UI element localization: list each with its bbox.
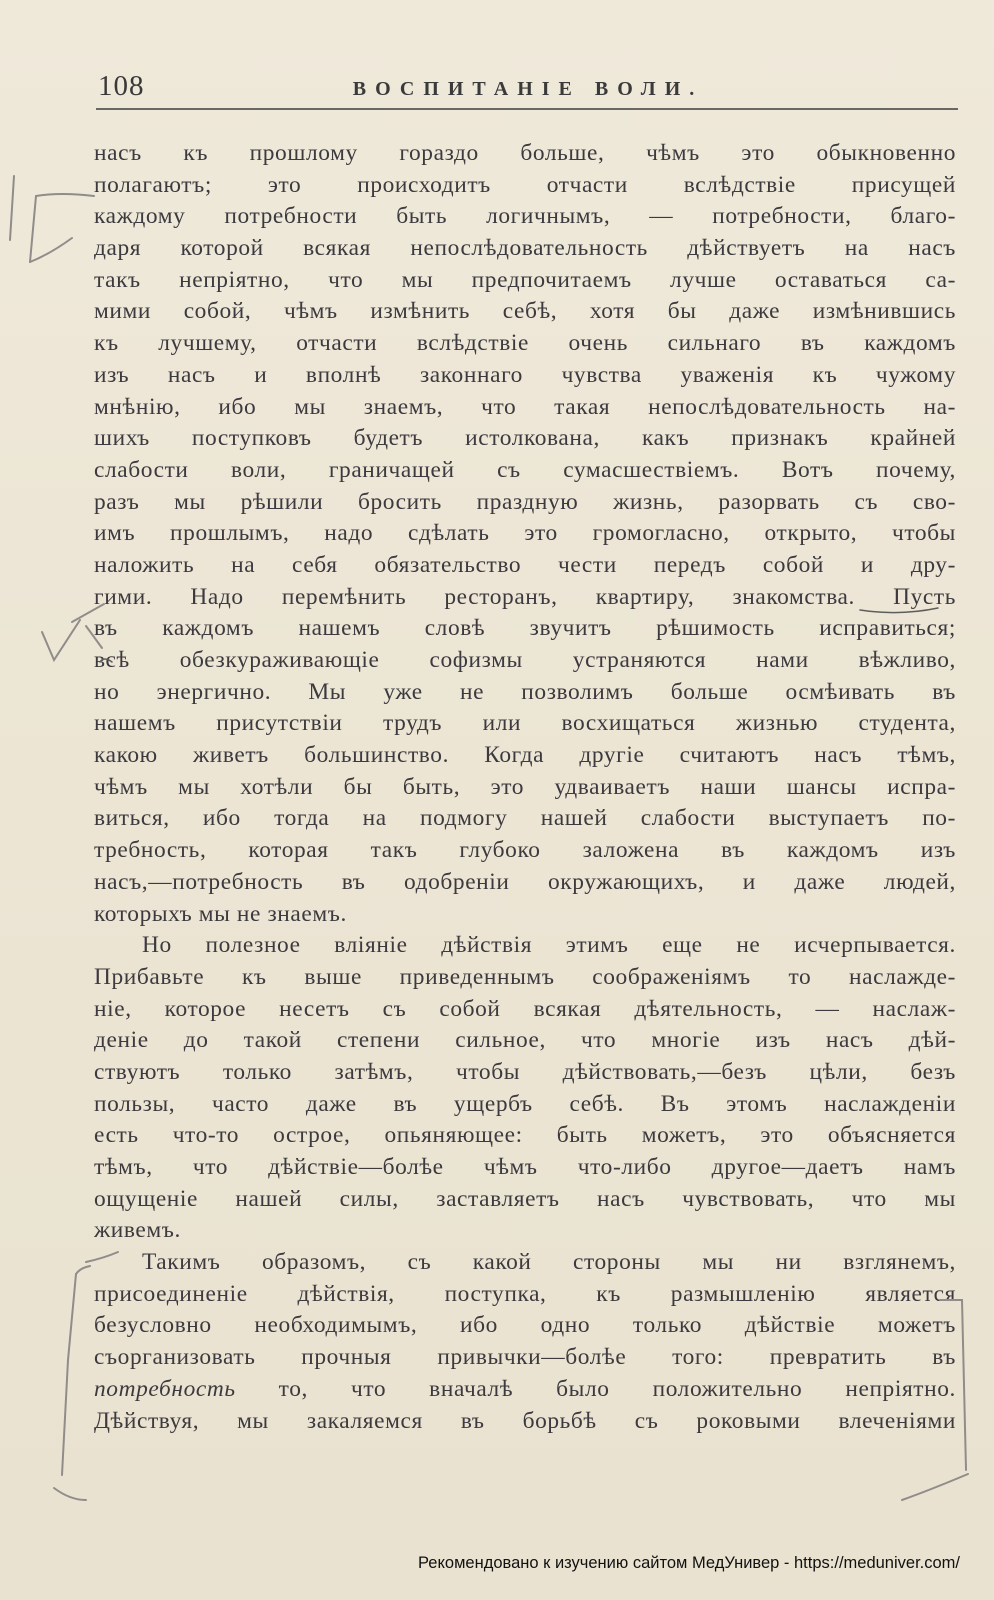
paragraph-2 [94,930,956,1247]
text-line: но энергично. Мы уже не позволимъ больше осмѣивать въ [94,678,956,705]
text-line: тѣмъ, что дѣйствіе—болѣе чѣмъ что-либо другое—даетъ намъ [94,1154,956,1180]
running-title: ВОСПИТАНІЕ ВОЛИ. [352,78,704,100]
paragraph-1 [94,138,956,930]
text-line: имъ прошлымъ, надо сдѣлать это громогласно, открыто, чтобы [94,520,956,547]
pencil-stroke [54,1488,86,1500]
paragraph-3 [94,1247,956,1437]
text-line: Такимъ образомъ, съ какой стороны мы ни взглянемъ, [142,1249,956,1276]
text-line: живемъ. [94,1217,181,1244]
check-mark [42,620,80,660]
text-line: всѣ обезкураживающіе софизмы устраняются нами вѣжливо, [94,647,956,673]
text-line: каждому потребности быть логичнымъ, — потребности, благо- [94,203,956,230]
text-line: деніе до такой степени сильное, что многіе изъ насъ дѣй- [94,1027,956,1054]
text-line: Но полезное вліяніе дѣйствія этимъ еще не исчерпывается. [142,932,956,959]
pencil-stroke [30,196,36,262]
text-line: ствуютъ только затѣмъ, чтобы дѣйствовать,—безъ цѣли, безъ [94,1058,956,1085]
text-line: которыхъ мы не знаемъ. [94,900,347,927]
text-line: безусловно необходимымъ, ибо одно только дѣйствіе можетъ [94,1312,956,1339]
page-number: 108 [98,70,145,102]
text-line: есть что-то острое, опьяняющее: быть можетъ, это объясняется [94,1122,956,1149]
text-line: насъ къ прошлому гораздо больше, чѣмъ это обыкновенно [94,140,956,166]
pencil-stroke [76,1266,90,1274]
text-line: ніе, которое несетъ съ собой всякая дѣятельность, — наслаж- [94,995,956,1022]
text-line: Прибавьте къ выше приведеннымъ соображеніямъ то наслажде- [94,963,956,990]
pencil-stroke [10,176,14,240]
text-line: требность, которая такъ глубоко заложена въ каждомъ изъ [94,837,956,864]
text-line: насъ,—потребность въ одобреніи окружающихъ, и даже людей, [94,868,956,895]
pencil-stroke [30,238,72,262]
text-line: такъ непріятно, что мы предпочитаемъ лучше оставаться са- [94,266,956,293]
text-line: слабости воли, граничащей съ сумасшествіемъ. Вотъ почему, [94,456,956,483]
text-line: мнѣнію, ибо мы знаемъ, что такая непослѣдовательность на- [94,393,956,420]
text-line: гими. Надо перемѣнить ресторанъ, квартиру, знакомства. Пусть [94,583,956,610]
text-line: виться, ибо тогда на подмогу нашей слабости выступаетъ по- [94,805,956,832]
text-line: изъ насъ и вполнѣ законнаго чувства уваженія къ чужому [94,361,956,388]
text-line-rest: то, что вначалѣ было положительно непріятно. [235,1375,956,1402]
pencil-stroke [902,1474,968,1500]
page-body [94,138,956,1437]
text-line: чѣмъ мы хотѣли бы быть, это удваиваетъ наши шансы испра- [94,773,956,800]
pencil-stroke [36,194,94,196]
header-rule [96,108,958,110]
text-line: даря которой всякая непослѣдовательность дѣйствуетъ на насъ [94,235,956,262]
text-line: въ каждомъ нашемъ словѣ звучитъ рѣшимость исправиться; [94,615,956,642]
text-line: съорганизовать прочныя привычки—болѣе того: превратить въ [94,1344,956,1371]
watermark-note: Рекомендовано к изучению сайтом МедУнивер - https://meduniver.com/ [418,1554,960,1572]
text-line: присоединеніе дѣйствія, поступка, къ размышленію является [94,1280,956,1307]
pencil-stroke [62,1360,68,1475]
text-line: шихъ поступковъ будетъ истолкована, какъ признакъ крайней [94,425,956,452]
emphasized-word: потребность [94,1375,236,1402]
pencil-stroke [68,1274,76,1360]
text-line: какою живетъ большинство. Когда другіе считаютъ насъ тѣмъ, [94,742,956,769]
text-line: къ лучшему, отчасти вслѣдствіе очень сильнаго въ каждомъ [94,330,956,357]
text-line-with-emphasis [94,1374,956,1406]
text-line: полагаютъ; это происходитъ отчасти вслѣдствіе присущей [94,171,956,198]
text-line: мими собой, чѣмъ измѣнить себѣ, хотя бы даже измѣнившись [94,298,956,325]
text-line: нашемъ присутствіи трудъ или восхищаться жизнью студента, [94,710,956,737]
text-line: наложить на себя обязательство чести передъ собой и дру- [94,551,956,578]
text-line: Дѣйствуя, мы закаляемся въ борьбѣ съ роковыми влеченіями [94,1407,956,1434]
page-header [98,68,958,108]
text-line: разъ мы рѣшили бросить праздную жизнь, разорвать съ сво- [94,488,956,515]
text-line: пользы, часто даже въ ущербъ себѣ. Въ этомъ наслажденіи [94,1090,956,1117]
text-line: ощущеніе нашей силы, заставляетъ насъ чувствовать, что мы [94,1185,956,1212]
